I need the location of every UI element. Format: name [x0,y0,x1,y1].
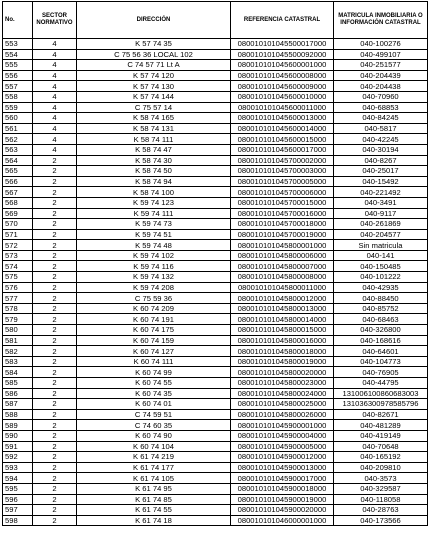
cell-referencia: 080010101045900004000 [231,430,334,441]
cell-referencia: 080010101045900019000 [231,494,334,505]
cell-referencia: 080010101045800013000 [231,303,334,314]
table-row [3,91,428,102]
table-row [3,462,428,473]
cell-sector: 2 [33,166,77,177]
cell-matricula: 040-204438 [334,81,428,92]
cell-no: 596 [3,494,33,505]
cell-direccion: K 58 74 30 [77,155,231,166]
table-row [3,473,428,484]
cell-sector: 2 [33,197,77,208]
cell-no: 567 [3,187,33,198]
cell-no: 589 [3,420,33,431]
cell-matricula: 040-76905 [334,367,428,378]
cell-direccion: K 61 74 18 [77,515,231,526]
cell-referencia: 080010101045700015000 [231,197,334,208]
table-row [3,70,428,81]
cell-matricula: 040-118058 [334,494,428,505]
cell-sector: 2 [33,388,77,399]
cell-referencia: 080010101045600017000 [231,144,334,155]
cell-matricula: 040-141 [334,250,428,261]
cell-referencia: 080010101045600015000 [231,134,334,145]
cell-referencia: 080010101045700019000 [231,229,334,240]
cell-sector: 2 [33,261,77,272]
table-row [3,134,428,145]
cell-referencia: 080010101045800020000 [231,367,334,378]
cell-sector: 2 [33,356,77,367]
cell-direccion: K 60 74 01 [77,399,231,410]
cell-no: 591 [3,441,33,452]
cell-direccion: K 57 74 144 [77,91,231,102]
cell-no: 585 [3,378,33,389]
cell-referencia: 080010101045700003000 [231,166,334,177]
table-row [3,240,428,251]
cell-no: 564 [3,155,33,166]
cell-referencia: 080010101045600001000 [231,60,334,71]
cell-referencia: 080010101045800006000 [231,250,334,261]
cell-no: 560 [3,113,33,124]
cell-matricula: 040-30194 [334,144,428,155]
header-matricula: MATRICULA INMOBILIARIA O INFORMACIÓN CATASTRAL [334,2,428,39]
cell-referencia: 080010101045800026000 [231,409,334,420]
cell-matricula: 040-85752 [334,303,428,314]
cell-referencia: 080010101045800012000 [231,293,334,304]
cell-matricula: 040-329587 [334,483,428,494]
cell-referencia: 080010101045600013000 [231,113,334,124]
cell-matricula: 040-70648 [334,441,428,452]
cell-referencia: 080010101045900013000 [231,462,334,473]
cell-direccion: K 61 74 55 [77,505,231,516]
cell-direccion: K 61 74 85 [77,494,231,505]
cell-no: 569 [3,208,33,219]
cell-matricula: 040-104773 [334,356,428,367]
table-body [3,39,428,526]
cell-sector: 2 [33,272,77,283]
cell-sector: 2 [33,378,77,389]
table-row [3,293,428,304]
cell-no: 583 [3,356,33,367]
cell-no: 590 [3,430,33,441]
cell-sector: 2 [33,335,77,346]
table-row [3,303,428,314]
table-row [3,325,428,336]
cell-matricula: 040-100276 [334,39,428,50]
cell-referencia: 080010101045800015000 [231,325,334,336]
table-row [3,166,428,177]
table-row [3,367,428,378]
cell-no: 563 [3,144,33,155]
cell-no: 557 [3,81,33,92]
cell-matricula: 040-173566 [334,515,428,526]
table-row [3,515,428,526]
cell-direccion: K 61 74 95 [77,483,231,494]
cell-matricula: 131036300978585796 [334,399,428,410]
cell-no: 553 [3,39,33,50]
cell-direccion: K 60 74 99 [77,367,231,378]
table-row [3,144,428,155]
cell-direccion: C 75 59 36 [77,293,231,304]
cell-matricula: 040-88450 [334,293,428,304]
cell-direccion: K 61 74 219 [77,452,231,463]
cell-direccion: C 74 57 71 Lt A [77,60,231,71]
cell-matricula: 040-221492 [334,187,428,198]
cell-sector: 4 [33,134,77,145]
table-row [3,430,428,441]
cell-referencia: 080010101045700002000 [231,155,334,166]
table-row [3,123,428,134]
cell-no: 572 [3,240,33,251]
cell-direccion: K 60 74 175 [77,325,231,336]
cell-matricula: 040-204577 [334,229,428,240]
cell-sector: 2 [33,505,77,516]
cell-sector: 4 [33,70,77,81]
table-row [3,494,428,505]
cell-sector: 2 [33,430,77,441]
cell-direccion: K 60 74 209 [77,303,231,314]
cell-referencia: 080010101045700018000 [231,219,334,230]
cell-direccion: K 58 74 165 [77,113,231,124]
cell-referencia: 080010101045800025000 [231,399,334,410]
cell-matricula: 040-3491 [334,197,428,208]
cell-sector: 4 [33,60,77,71]
header-no: No. [3,2,33,39]
cell-referencia: 080010101045500092000 [231,49,334,60]
table-row [3,346,428,357]
cell-direccion: C 75 57 14 [77,102,231,113]
cell-sector: 4 [33,102,77,113]
cell-referencia: 080010101045800019000 [231,356,334,367]
cell-direccion: K 60 74 55 [77,378,231,389]
cell-sector: 2 [33,409,77,420]
cell-direccion: K 58 74 94 [77,176,231,187]
cell-referencia: 080010101045600011000 [231,102,334,113]
cell-no: 570 [3,219,33,230]
cell-direccion: K 57 74 130 [77,81,231,92]
table-row [3,155,428,166]
cell-referencia: 080010101045800014000 [231,314,334,325]
table-row [3,378,428,389]
cell-no: 597 [3,505,33,516]
cell-referencia: 080010101045600010000 [231,91,334,102]
cell-no: 575 [3,272,33,283]
cell-sector: 2 [33,240,77,251]
cell-matricula: 040-251577 [334,60,428,71]
cell-matricula: 040-44795 [334,378,428,389]
cell-referencia: 080010101045800024000 [231,388,334,399]
cell-no: 592 [3,452,33,463]
cell-matricula: 040-68853 [334,102,428,113]
header-row [3,2,428,39]
cell-direccion: K 60 74 127 [77,346,231,357]
cell-referencia: 080010101045600008000 [231,70,334,81]
cell-referencia: 080010101045900012000 [231,452,334,463]
cell-direccion: K 59 74 208 [77,282,231,293]
cell-direccion: K 60 74 159 [77,335,231,346]
cell-direccion: K 59 74 111 [77,208,231,219]
cell-direccion: K 60 74 111 [77,356,231,367]
cell-referencia: 080010101045800018000 [231,346,334,357]
cell-no: 561 [3,123,33,134]
cell-matricula: 040-204439 [334,70,428,81]
cell-sector: 2 [33,515,77,526]
cell-referencia: 080010101045800011000 [231,282,334,293]
cell-sector: 2 [33,420,77,431]
table-row [3,81,428,92]
table-row [3,356,428,367]
header-referencia-catastral: REFERENCIA CATASTRAL [231,2,334,39]
table-row [3,441,428,452]
cell-no: 594 [3,473,33,484]
cell-referencia: 080010101045600014000 [231,123,334,134]
cell-sector: 2 [33,303,77,314]
cell-direccion: K 58 74 50 [77,166,231,177]
table-row [3,314,428,325]
cell-sector: 2 [33,325,77,336]
cell-direccion: K 59 74 73 [77,219,231,230]
cell-sector: 2 [33,229,77,240]
cell-no: 598 [3,515,33,526]
table-container [2,1,428,526]
table-row [3,250,428,261]
cell-matricula: 040-165192 [334,452,428,463]
cell-matricula: 040-42245 [334,134,428,145]
cell-referencia: 080010101045700016000 [231,208,334,219]
table-row [3,176,428,187]
cell-referencia: 080010101045900018000 [231,483,334,494]
cell-matricula: 040-499107 [334,49,428,60]
cell-sector: 2 [33,208,77,219]
cell-direccion: K 60 74 104 [77,441,231,452]
cell-matricula: 040-168616 [334,335,428,346]
cell-matricula: 040-28763 [334,505,428,516]
cell-no: 554 [3,49,33,60]
table-row [3,219,428,230]
table-row [3,49,428,60]
cell-sector: 2 [33,176,77,187]
cell-direccion: K 57 74 120 [77,70,231,81]
table-row [3,409,428,420]
cell-referencia: 080010101045900001000 [231,420,334,431]
cell-direccion: K 59 74 102 [77,250,231,261]
table-row [3,187,428,198]
cell-no: 582 [3,346,33,357]
cell-matricula: 040-8267 [334,155,428,166]
cell-direccion: K 59 74 48 [77,240,231,251]
cell-sector: 2 [33,399,77,410]
cell-direccion: K 59 74 132 [77,272,231,283]
cell-sector: 2 [33,293,77,304]
cell-direccion: K 59 74 123 [77,197,231,208]
cell-no: 566 [3,176,33,187]
table-row [3,272,428,283]
cell-referencia: 080010101045900020000 [231,505,334,516]
cell-referencia: 080010101046000001000 [231,515,334,526]
cell-sector: 2 [33,250,77,261]
cell-sector: 2 [33,314,77,325]
cell-matricula: 040-15492 [334,176,428,187]
cell-referencia: 080010101045800008000 [231,272,334,283]
cell-direccion: K 58 74 47 [77,144,231,155]
cell-matricula: 040-70960 [334,91,428,102]
table-row [3,60,428,71]
cell-sector: 4 [33,113,77,124]
table-row [3,197,428,208]
cell-matricula: 040-261869 [334,219,428,230]
cell-sector: 2 [33,494,77,505]
table-row [3,39,428,50]
table-row [3,261,428,272]
cell-no: 577 [3,293,33,304]
cell-no: 558 [3,91,33,102]
cell-sector: 2 [33,367,77,378]
cell-direccion: K 58 74 111 [77,134,231,145]
cell-no: 580 [3,325,33,336]
cell-matricula: 040-3573 [334,473,428,484]
cell-no: 588 [3,409,33,420]
cell-direccion: C 74 60 35 [77,420,231,431]
cell-referencia: 080010101045900005000 [231,441,334,452]
cell-sector: 2 [33,462,77,473]
cell-matricula: 040-481289 [334,420,428,431]
cell-no: 584 [3,367,33,378]
cell-no: 574 [3,261,33,272]
cell-direccion: K 58 74 100 [77,187,231,198]
cell-direccion: K 57 74 35 [77,39,231,50]
table-row [3,505,428,516]
cell-referencia: 080010101045800016000 [231,335,334,346]
cell-no: 587 [3,399,33,410]
table-row [3,452,428,463]
cell-direccion: K 58 74 131 [77,123,231,134]
cell-matricula: 040-419149 [334,430,428,441]
cell-sector: 4 [33,81,77,92]
catastral-table [2,1,428,526]
cell-matricula: 040-68463 [334,314,428,325]
cell-no: 573 [3,250,33,261]
header-sector-normativo: SECTOR NORMATIVO [33,2,77,39]
cell-referencia: 080010101045800007000 [231,261,334,272]
cell-direccion: K 60 74 191 [77,314,231,325]
cell-no: 579 [3,314,33,325]
table-row [3,399,428,410]
cell-matricula: 040-64601 [334,346,428,357]
cell-direccion: K 61 74 105 [77,473,231,484]
cell-sector: 4 [33,144,77,155]
cell-matricula: 040-82671 [334,409,428,420]
cell-referencia: 080010101045500017000 [231,39,334,50]
table-row [3,335,428,346]
cell-matricula: 040-42935 [334,282,428,293]
table-row [3,282,428,293]
cell-referencia: 080010101045800001000 [231,240,334,251]
table-row [3,388,428,399]
cell-sector: 4 [33,91,77,102]
table-row [3,208,428,219]
cell-sector: 2 [33,346,77,357]
cell-sector: 2 [33,441,77,452]
cell-sector: 4 [33,49,77,60]
cell-referencia: 080010101045700005000 [231,176,334,187]
cell-sector: 2 [33,219,77,230]
cell-no: 581 [3,335,33,346]
cell-no: 559 [3,102,33,113]
cell-matricula: 040-326800 [334,325,428,336]
cell-no: 571 [3,229,33,240]
table-row [3,483,428,494]
cell-direccion: C 75 56 36 LOCAL 102 [77,49,231,60]
header-direccion: DIRECCIÓN [77,2,231,39]
cell-matricula: 040-25017 [334,166,428,177]
cell-sector: 4 [33,39,77,50]
cell-matricula: 131006100860683003 [334,388,428,399]
table-row [3,113,428,124]
cell-matricula: 040-5817 [334,123,428,134]
cell-sector: 4 [33,123,77,134]
cell-no: 556 [3,70,33,81]
cell-sector: 2 [33,155,77,166]
cell-matricula: Sin matricula [334,240,428,251]
cell-matricula: 040-209810 [334,462,428,473]
cell-no: 562 [3,134,33,145]
cell-matricula: 040-101222 [334,272,428,283]
cell-sector: 2 [33,282,77,293]
table-row [3,420,428,431]
cell-sector: 2 [33,452,77,463]
cell-direccion: K 59 74 116 [77,261,231,272]
cell-direccion: K 61 74 177 [77,462,231,473]
cell-direccion: K 60 74 35 [77,388,231,399]
cell-direccion: C 74 59 51 [77,409,231,420]
cell-referencia: 080010101045600009000 [231,81,334,92]
cell-no: 555 [3,60,33,71]
cell-matricula: 040-9117 [334,208,428,219]
cell-referencia: 080010101045800023000 [231,378,334,389]
cell-direccion: K 60 74 90 [77,430,231,441]
cell-no: 586 [3,388,33,399]
cell-sector: 2 [33,187,77,198]
cell-matricula: 040-84245 [334,113,428,124]
cell-no: 565 [3,166,33,177]
table-row [3,229,428,240]
cell-no: 595 [3,483,33,494]
cell-sector: 2 [33,483,77,494]
table-row [3,102,428,113]
cell-referencia: 080010101045700006000 [231,187,334,198]
cell-no: 578 [3,303,33,314]
cell-sector: 2 [33,473,77,484]
cell-no: 568 [3,197,33,208]
cell-no: 593 [3,462,33,473]
cell-no: 576 [3,282,33,293]
cell-direccion: K 59 74 51 [77,229,231,240]
cell-referencia: 080010101045900017000 [231,473,334,484]
cell-matricula: 040-150485 [334,261,428,272]
